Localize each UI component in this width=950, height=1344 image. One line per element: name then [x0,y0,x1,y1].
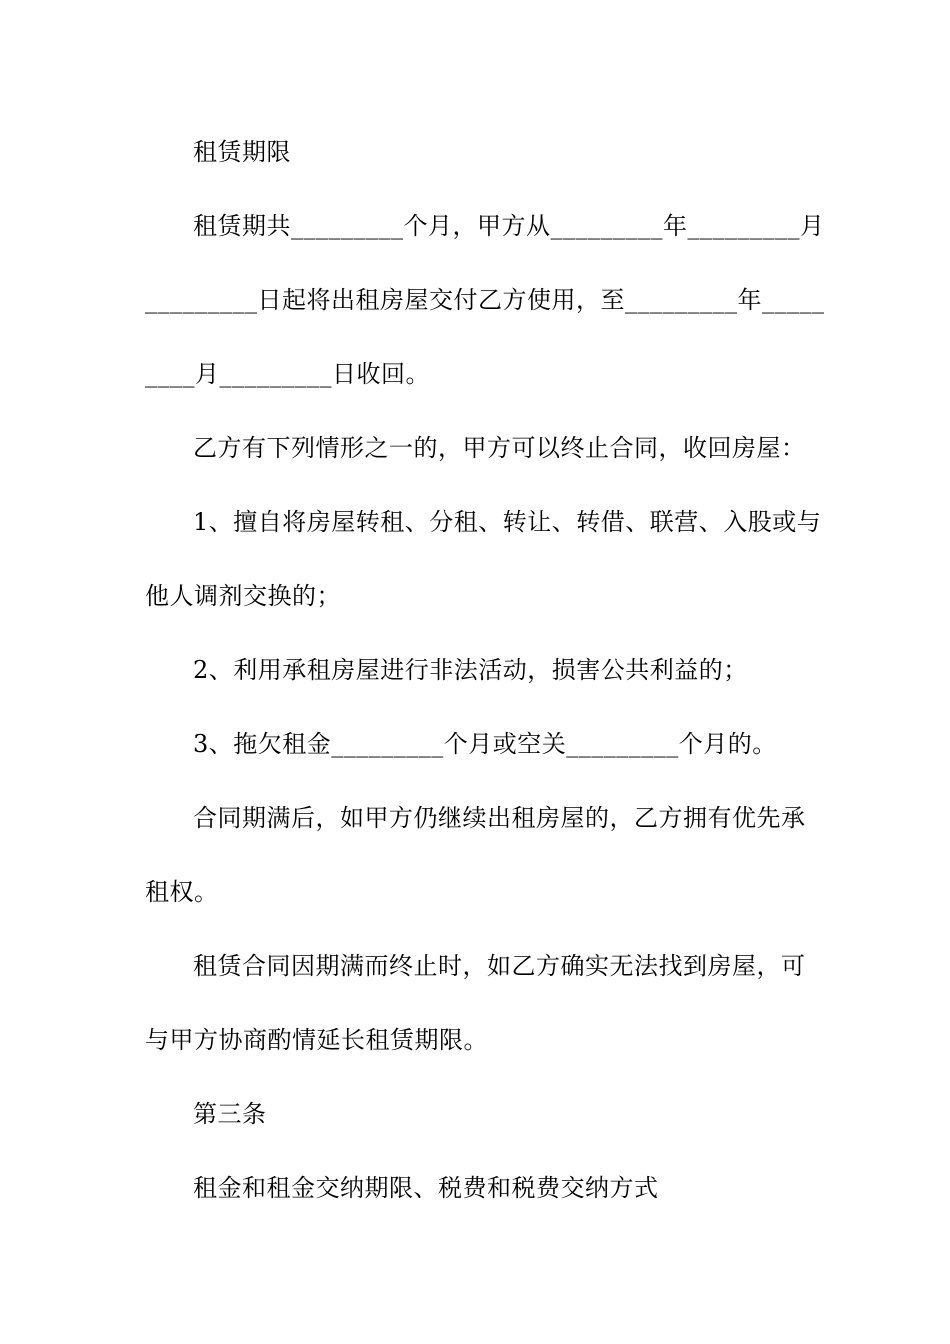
list-item-1: 1、擅自将房屋转租、分租、转让、转借、联营、入股或与 [193,508,822,536]
paragraph-line: _________日起将出租房屋交付乙方使用，至_________年_____ [145,286,825,314]
list-item-3: 3、拖欠租金_________个月或空关_________个月的。 [193,730,777,758]
section-heading-lease-term: 租赁期限 [193,138,291,166]
list-item-2: 2、利用承租房屋进行非法活动，损害公共利益的； [193,656,748,684]
paragraph-line: 租赁期共_________个月，甲方从_________年_________月 [193,212,825,240]
paragraph-line: 合同期满后，如甲方仍继续出租房屋的，乙方拥有优先承 [193,804,806,832]
article-heading: 第三条 [193,1100,267,1128]
article-title: 租金和租金交纳期限、税费和税费交纳方式 [193,1174,659,1202]
paragraph-line: ____月_________日收回。 [145,360,430,388]
paragraph-line: 租权。 [145,878,219,906]
paragraph-line: 与甲方协商酌情延长租赁期限。 [145,1026,488,1054]
list-item-1-continued: 他人调剂交换的； [145,582,341,610]
paragraph-line: 租赁合同因期满而终止时，如乙方确实无法找到房屋，可 [193,952,806,980]
paragraph-line: 乙方有下列情形之一的，甲方可以终止合同，收回房屋： [193,434,806,462]
